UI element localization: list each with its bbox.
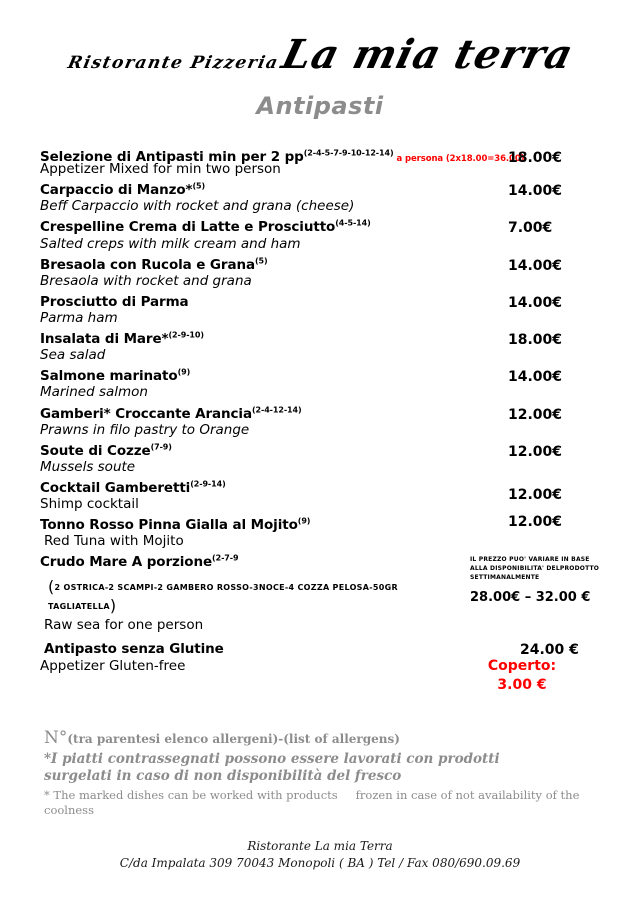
menu-item-ingredients (48, 577, 448, 615)
menu-item-price-column (475, 407, 600, 423)
menu-item-allergens: (2-9-10) (168, 330, 204, 340)
menu-item-price-column (475, 295, 600, 311)
menu-item-allergens: (4-5-14) (335, 218, 371, 228)
restaurant-logo-name: La mia terra (277, 31, 579, 78)
menu-item-name-text: Cocktail Gamberetti (40, 479, 191, 496)
menu-item-price: 14.00€ (508, 257, 563, 274)
menu-item-price: 7.00€ (508, 220, 553, 237)
frozen-note-english-part2: frozen in case of not availability of the coolness (44, 787, 580, 817)
menu-item-texts (40, 369, 475, 400)
menu-item-name (40, 444, 475, 459)
menu-item-name-text: Selezione di Antipasti min per 2 pp (40, 149, 304, 165)
menu-item-description: Sea salad (40, 347, 106, 364)
allergens-legend-text: (tra parentesi elenco allergeni)-(list of allergens) (67, 732, 400, 746)
menu-item-price-column (475, 481, 600, 503)
menu-item-price-column (475, 332, 600, 348)
frozen-note-italian: *I piatti contrassegnati possono essere lavorati con prodotti surgelati in caso di non disponibilità del fresco (44, 751, 500, 784)
menu-item-name (40, 555, 448, 570)
coperto-price: 3.00 € (497, 676, 547, 693)
menu-item-texts (40, 518, 475, 549)
menu-item-price-column (475, 444, 600, 460)
menu-item-price-column (475, 642, 600, 658)
menu-item-name-text: Insalata di Mare* (40, 331, 169, 348)
menu-item-allergens: (5) (255, 256, 268, 266)
menu-item-price-column (475, 183, 600, 199)
menu-item-allergens: (2-4-12-14) (251, 405, 302, 415)
menu-item-texts (40, 407, 475, 438)
menu-item-row (40, 332, 600, 363)
menu-item-row (40, 369, 600, 400)
menu-item-price-column (475, 150, 600, 166)
menu-item-name (40, 220, 475, 235)
menu-item-price: 28.00€ – 32.00 € (470, 590, 591, 606)
menu-item-texts (40, 220, 475, 251)
menu-item-description: Mussels soute (40, 458, 136, 475)
menu-item-texts (40, 555, 448, 632)
menu-item-name (40, 518, 475, 533)
menu-item-name (40, 332, 475, 347)
restaurant-address (0, 838, 640, 873)
address-line-2: C/da Impalata 309 70043 Monopoli ( BA ) Tel / Fax 080/690.09.69 (119, 856, 521, 871)
menu-item-name-text: Soute di Cozze (40, 442, 151, 459)
menu-header (0, 0, 640, 120)
menu-item-name-text: Salmone marinato (40, 368, 178, 385)
menu-item-allergens: (7-9) (150, 442, 172, 452)
menu-item-row (40, 407, 600, 438)
menu-item-name-text: Carpaccio di Manzo* (40, 182, 193, 199)
menu-item-price: 14.00€ (508, 369, 563, 386)
footnotes-block (44, 728, 604, 818)
restaurant-logo-subtitle: Ristorante Pizzeria (65, 53, 281, 73)
menu-item-texts (40, 148, 525, 178)
menu-item-row (40, 481, 600, 512)
menu-item-name-text: Prosciutto di Parma (40, 293, 189, 310)
menu-item-allergens: (2-9-14) (190, 479, 226, 489)
menu-item-name (40, 407, 475, 422)
menu-item-allergens: (2-7-9 (212, 553, 239, 563)
menu-item-name-text: Tonno Rosso Pinna Gialla al Mojito (40, 517, 298, 534)
menu-item-description: Parma ham (40, 309, 118, 326)
menu-item-price-column (475, 220, 600, 236)
menu-item-row (40, 514, 600, 550)
menu-item-texts (40, 444, 475, 475)
open-paren: ( (48, 576, 55, 596)
menu-item-price: 12.00€ (508, 514, 563, 531)
menu-item-row-crudo-mare (40, 555, 600, 632)
menu-item-name (40, 369, 475, 384)
menu-item-allergens: (2-4-5-7-9-10-12-14) (303, 148, 394, 158)
menu-item-price: 12.00€ (508, 443, 563, 460)
menu-item-name-text: Bresaola con Rucola e Grana (40, 256, 255, 273)
menu-item-row (40, 295, 600, 326)
menu-item-name-text: Gamberi* Croccante Arancia (40, 405, 252, 422)
allergens-legend (44, 728, 604, 748)
menu-item-row (40, 183, 600, 214)
menu-item-price-column (448, 555, 600, 605)
menu-item-allergens: (9) (297, 516, 311, 526)
menu-item-price: 18.00€ (508, 332, 563, 349)
address-line-1: Ristorante La mia Terra (247, 839, 393, 853)
menu-item-price: 14.00€ (508, 294, 563, 311)
menu-item-description: Beff Carpaccio with rocket and grana (cheese) (40, 198, 355, 215)
coperto-block (462, 657, 582, 695)
menu-item-description: Shimp cocktail (40, 496, 139, 513)
menu-item-name: Antipasto senza Glutine (44, 640, 224, 657)
menu-item-row (40, 258, 600, 289)
menu-item-name (40, 183, 475, 198)
menu-item-description: Raw sea for one person (44, 616, 204, 633)
menu-item-price-column (475, 258, 600, 274)
availability-note: IL PREZZO PUO' VARIARE IN BASE ALLA DISPONIBILITA' DELPRODOTTO SETTIMANALMENTE (470, 556, 600, 582)
menu-item-description: Prawns in filo pastry to Orange (40, 421, 250, 438)
menu-item-description: Appetizer Mixed for min two person (40, 161, 281, 178)
menu-item-price-column (475, 369, 600, 385)
page-title: Antipasti (256, 92, 384, 120)
coperto-label: Coperto: (487, 658, 557, 674)
menu-item-texts (40, 332, 475, 363)
menu-item-description: Marined salmon (40, 384, 148, 401)
close-paren: ) (109, 595, 117, 615)
menu-item-row (40, 150, 600, 177)
menu-item-name-text: Crespelline Crema di Latte e Prosciutto (40, 219, 336, 236)
menu-item-texts (40, 295, 475, 326)
menu-item-price: 12.00€ (508, 486, 563, 503)
menu-item-price-column (475, 514, 600, 531)
menu-item-allergens: (5) (192, 181, 206, 191)
frozen-note-english (44, 788, 604, 818)
menu-item-name (40, 481, 475, 496)
menu-item-description: Appetizer Gluten-free (40, 657, 186, 674)
menu-item-row (40, 220, 600, 251)
menu-items-list (0, 150, 640, 674)
menu-item-price: 24.00 € (520, 641, 579, 658)
menu-item-name-text: Crudo Mare A porzione (40, 554, 213, 571)
menu-item-texts (40, 183, 475, 214)
allergens-legend-symbol: N° (44, 728, 68, 748)
menu-item-price: 12.00€ (508, 406, 563, 423)
menu-item-price-note: a persona (2x18.00=36.00) (396, 154, 525, 164)
menu-item-row (40, 444, 600, 475)
frozen-note-english-part1: * The marked dishes can be worked with products (44, 787, 338, 802)
menu-item-texts (40, 642, 475, 674)
menu-item-description: Bresaola with rocket and grana (40, 272, 252, 289)
menu-item-price: 18.00€ (508, 150, 563, 166)
menu-item-texts (40, 258, 475, 289)
menu-item-name (40, 295, 475, 310)
menu-item-name (40, 258, 475, 273)
menu-item-description: Red Tuna with Mojito (44, 533, 184, 550)
menu-item-ingredients-text: 2 OSTRICA-2 SCAMPI-2 GAMBERO ROSSO-3NOCE-4 COZZA PELOSA-50GR TAGLIATELLA (48, 582, 398, 611)
menu-item-allergens: (9) (177, 367, 191, 377)
menu-item-texts (40, 481, 475, 512)
menu-item-price: 14.00€ (508, 183, 563, 200)
menu-item-description: Salted creps with milk cream and ham (40, 235, 301, 252)
